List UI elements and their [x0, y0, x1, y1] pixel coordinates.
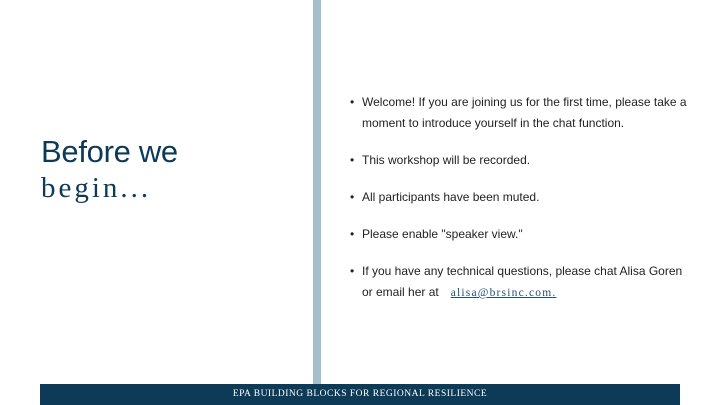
bullet-item-technical-questions	[350, 261, 690, 304]
title-line-2: begin...	[41, 172, 152, 204]
bullet-text: Please enable "speaker view."	[362, 227, 523, 241]
email-link[interactable]: alisa@brsinc.com.	[450, 287, 557, 299]
title-line-1: Before we	[41, 134, 178, 169]
bullet-text: Welcome! If you are joining us for the first time, please take a moment to introduce yourself in the chat function.	[362, 95, 687, 130]
vertical-divider	[313, 0, 321, 384]
bullet-icon: •	[350, 153, 355, 167]
footer-text: EPA BUILDING BLOCKS FOR REGIONAL RESILIENCE	[232, 389, 488, 399]
bullet-icon: •	[350, 95, 355, 109]
bullet-icon: •	[350, 264, 355, 278]
bullet-item-recorded	[350, 150, 690, 171]
bullet-list	[350, 92, 690, 320]
bullet-item-muted	[350, 187, 690, 208]
bullet-item-speaker-view	[350, 224, 690, 245]
footer-banner	[40, 384, 680, 405]
bullet-text: All participants have been muted.	[362, 190, 540, 204]
bullet-item-welcome	[350, 92, 690, 134]
bullet-icon: •	[350, 227, 355, 241]
slide-title	[41, 134, 301, 206]
bullet-text: If you have any technical questions, please chat Alisa Goren or email her at	[362, 264, 683, 299]
bullet-text: This workshop will be recorded.	[362, 153, 531, 167]
bullet-icon: •	[350, 190, 355, 204]
